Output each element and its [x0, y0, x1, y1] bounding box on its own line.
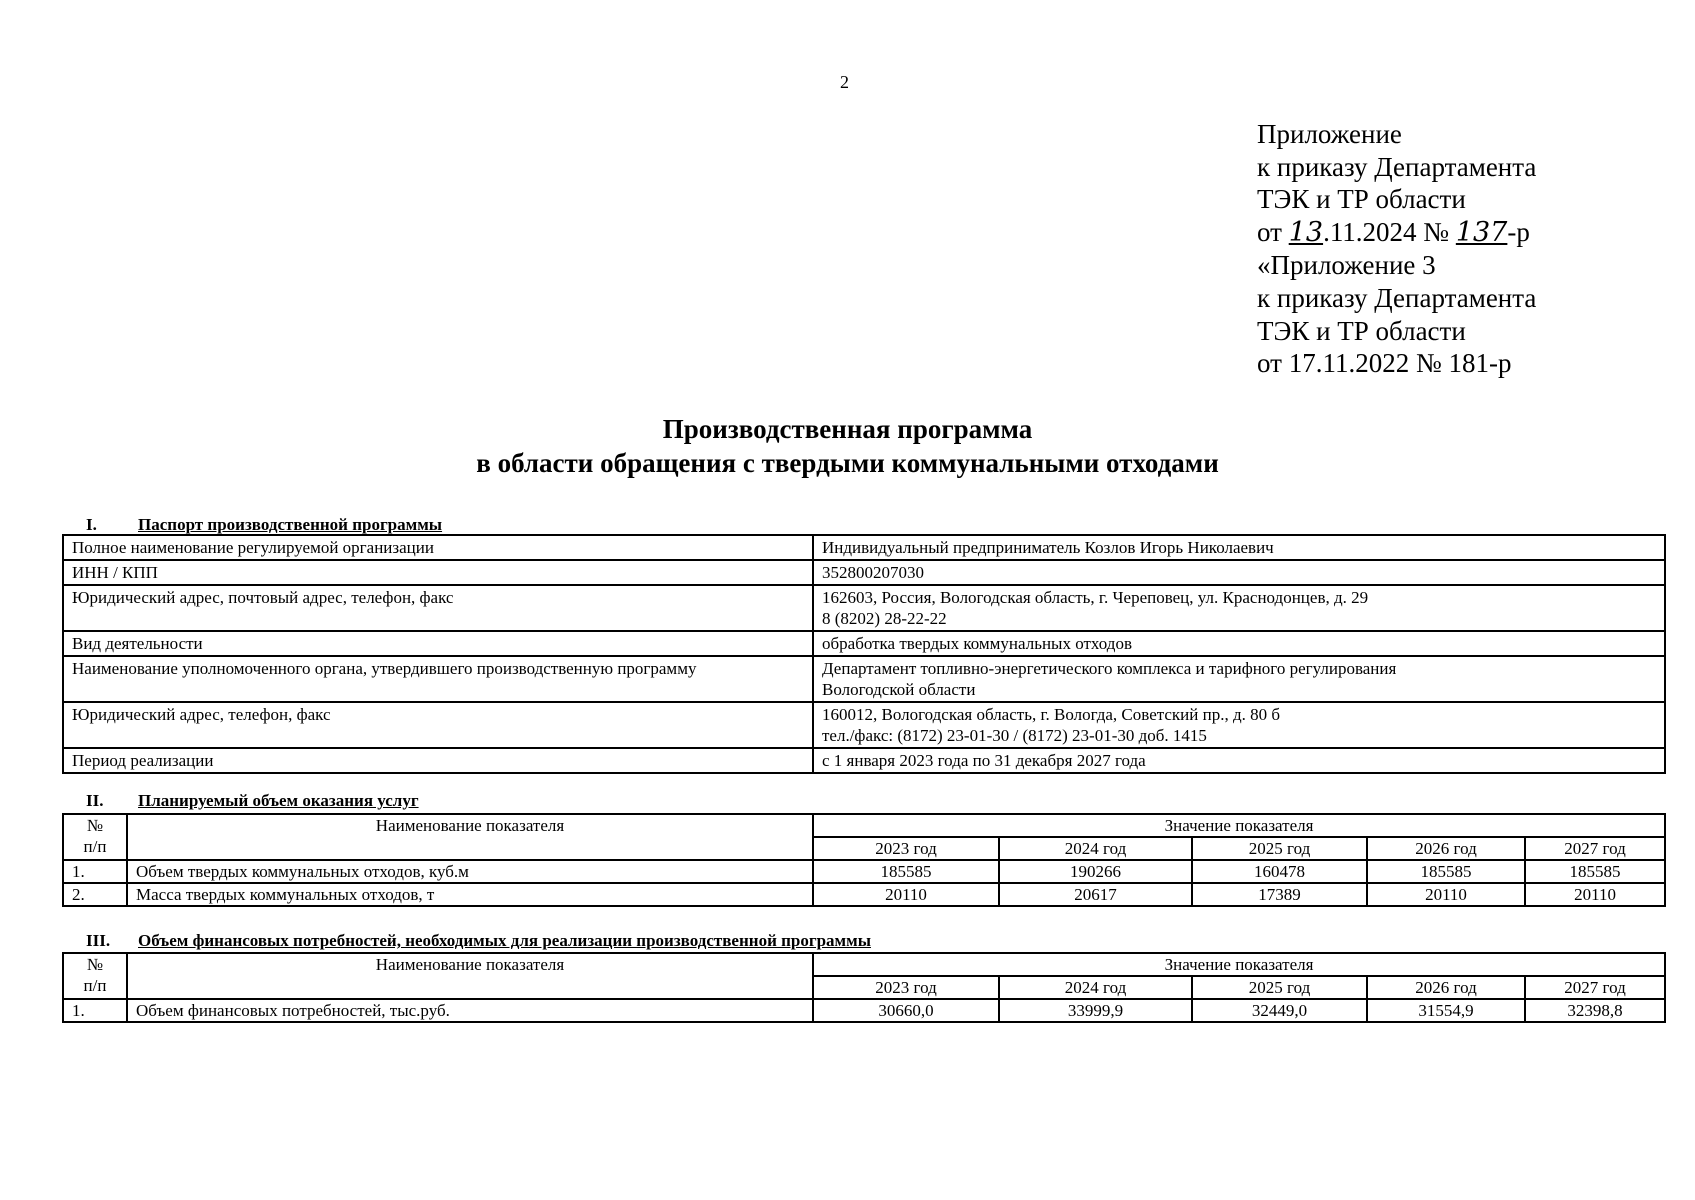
title-line-1: Производственная программа	[662, 414, 1033, 444]
appendix-line: ТЭК и ТР области	[1257, 315, 1466, 346]
header-text: №	[86, 955, 104, 974]
passport-value	[813, 535, 1665, 560]
row-value: 30660,0	[813, 999, 999, 1022]
row-value: 160478	[1192, 860, 1367, 883]
passport-value	[813, 585, 1665, 631]
appendix-order-date-line	[1257, 216, 1536, 250]
col-header-number	[63, 814, 127, 860]
col-header-number	[63, 953, 127, 999]
passport-value-line: 160012, Вологодская область, г. Вологда, Советский пр., д. 80 б	[822, 705, 1281, 724]
passport-value	[813, 702, 1665, 748]
table-header-row	[63, 814, 1665, 837]
row-number: 1.	[63, 860, 127, 883]
col-header-year: 2026 год	[1367, 976, 1525, 999]
passport-value	[813, 748, 1665, 773]
passport-value	[813, 631, 1665, 656]
passport-label: Юридический адрес, почтовый адрес, телефон, факс	[63, 585, 813, 631]
handwritten-day: 13	[1288, 216, 1324, 248]
appendix-date-prefix: от	[1257, 216, 1289, 247]
col-header-year: 2023 год	[813, 976, 999, 999]
services-volume-table	[62, 813, 1666, 907]
appendix-line: к приказу Департамента	[1257, 282, 1537, 313]
row-name: Объем финансовых потребностей, тыс.руб.	[127, 999, 813, 1022]
passport-value-line: Департамент топливно-энергетического комплекса и тарифного регулирования	[822, 659, 1397, 678]
section-title: Паспорт производственной программы	[138, 515, 443, 534]
appendix-block	[1257, 118, 1536, 380]
appendix-line: Приложение	[1257, 119, 1402, 149]
row-value: 33999,9	[999, 999, 1192, 1022]
appendix-line: от 17.11.2022 № 181-р	[1257, 348, 1512, 379]
row-value: 185585	[813, 860, 999, 883]
col-header-year: 2026 год	[1367, 837, 1525, 860]
col-header-year: 2023 год	[813, 837, 999, 860]
section-2-heading	[86, 792, 419, 810]
title-line-2: в области обращения с твердыми коммунальными отходами	[476, 448, 1219, 478]
row-value: 32449,0	[1192, 999, 1367, 1022]
table-row	[63, 999, 1665, 1022]
row-value: 20110	[1367, 883, 1525, 906]
row-value: 20617	[999, 883, 1192, 906]
passport-value-line: с 1 января 2023 года по 31 декабря 2027 года	[822, 751, 1146, 770]
appendix-line: к приказу Департамента	[1257, 151, 1537, 182]
row-value: 31554,9	[1367, 999, 1525, 1022]
section-title: Планируемый объем оказания услуг	[138, 791, 419, 810]
section-number: III.	[86, 931, 111, 950]
col-header-name: Наименование показателя	[127, 953, 813, 999]
table-row	[63, 656, 1665, 702]
passport-value	[813, 560, 1665, 585]
passport-value	[813, 656, 1665, 702]
col-header-year: 2025 год	[1192, 976, 1367, 999]
table-row	[63, 535, 1665, 560]
table-row	[63, 631, 1665, 656]
section-number: II.	[86, 791, 104, 810]
passport-table	[62, 534, 1666, 774]
row-value: 20110	[1525, 883, 1665, 906]
handwritten-order-number: 137	[1455, 216, 1508, 248]
section-number: I.	[86, 515, 97, 534]
table-row	[63, 560, 1665, 585]
appendix-date-middle: .11.2024 №	[1323, 216, 1456, 247]
passport-label: Полное наименование регулируемой организации	[63, 535, 813, 560]
table-row	[63, 748, 1665, 773]
document-title	[0, 412, 1695, 480]
row-value: 190266	[999, 860, 1192, 883]
passport-value-line: тел./факс: (8172) 23-01-30 / (8172) 23-01-30 доб. 1415	[822, 726, 1207, 745]
col-header-value: Значение показателя	[813, 953, 1665, 976]
table-row	[63, 883, 1665, 906]
row-value: 17389	[1192, 883, 1367, 906]
passport-label: Юридический адрес, телефон, факс	[63, 702, 813, 748]
table-row	[63, 702, 1665, 748]
col-header-value: Значение показателя	[813, 814, 1665, 837]
col-header-year: 2024 год	[999, 837, 1192, 860]
col-header-year: 2025 год	[1192, 837, 1367, 860]
header-text: п/п	[83, 837, 107, 856]
page-number: 2	[840, 72, 849, 92]
table-row	[63, 585, 1665, 631]
passport-value-line: обработка твердых коммунальных отходов	[822, 634, 1132, 653]
passport-label: ИНН / КПП	[63, 560, 813, 585]
row-value: 32398,8	[1525, 999, 1665, 1022]
table-header-row	[63, 953, 1665, 976]
header-text: п/п	[83, 976, 107, 995]
row-number: 2.	[63, 883, 127, 906]
appendix-date-suffix: -р	[1507, 216, 1530, 247]
row-value: 185585	[1525, 860, 1665, 883]
col-header-year: 2024 год	[999, 976, 1192, 999]
col-header-year: 2027 год	[1525, 976, 1665, 999]
passport-value-line: 352800207030	[822, 563, 924, 582]
row-name: Объем твердых коммунальных отходов, куб.м	[127, 860, 813, 883]
passport-value-line: Вологодской области	[822, 680, 976, 699]
col-header-name: Наименование показателя	[127, 814, 813, 860]
passport-label: Период реализации	[63, 748, 813, 773]
passport-label: Вид деятельности	[63, 631, 813, 656]
row-name: Масса твердых коммунальных отходов, т	[127, 883, 813, 906]
appendix-line: ТЭК и ТР области	[1257, 184, 1466, 215]
passport-value-line: 8 (8202) 28-22-22	[822, 609, 947, 628]
row-number: 1.	[63, 999, 127, 1022]
header-text: №	[86, 816, 104, 835]
passport-value-line: Индивидуальный предприниматель Козлов Игорь Николаевич	[822, 538, 1274, 557]
passport-value-line: 162603, Россия, Вологодская область, г. Череповец, ул. Краснодонцев, д. 29	[822, 588, 1369, 607]
section-title: Объем финансовых потребностей, необходимых для реализации производственной программы	[138, 931, 871, 950]
row-value: 185585	[1367, 860, 1525, 883]
appendix-line: «Приложение 3	[1257, 250, 1436, 281]
section-1-heading	[86, 516, 442, 534]
financial-needs-table	[62, 952, 1666, 1023]
col-header-year: 2027 год	[1525, 837, 1665, 860]
passport-label: Наименование уполномоченного органа, утвердившего производственную программу	[63, 656, 813, 702]
row-value: 20110	[813, 883, 999, 906]
table-row	[63, 860, 1665, 883]
section-3-heading	[86, 932, 871, 950]
